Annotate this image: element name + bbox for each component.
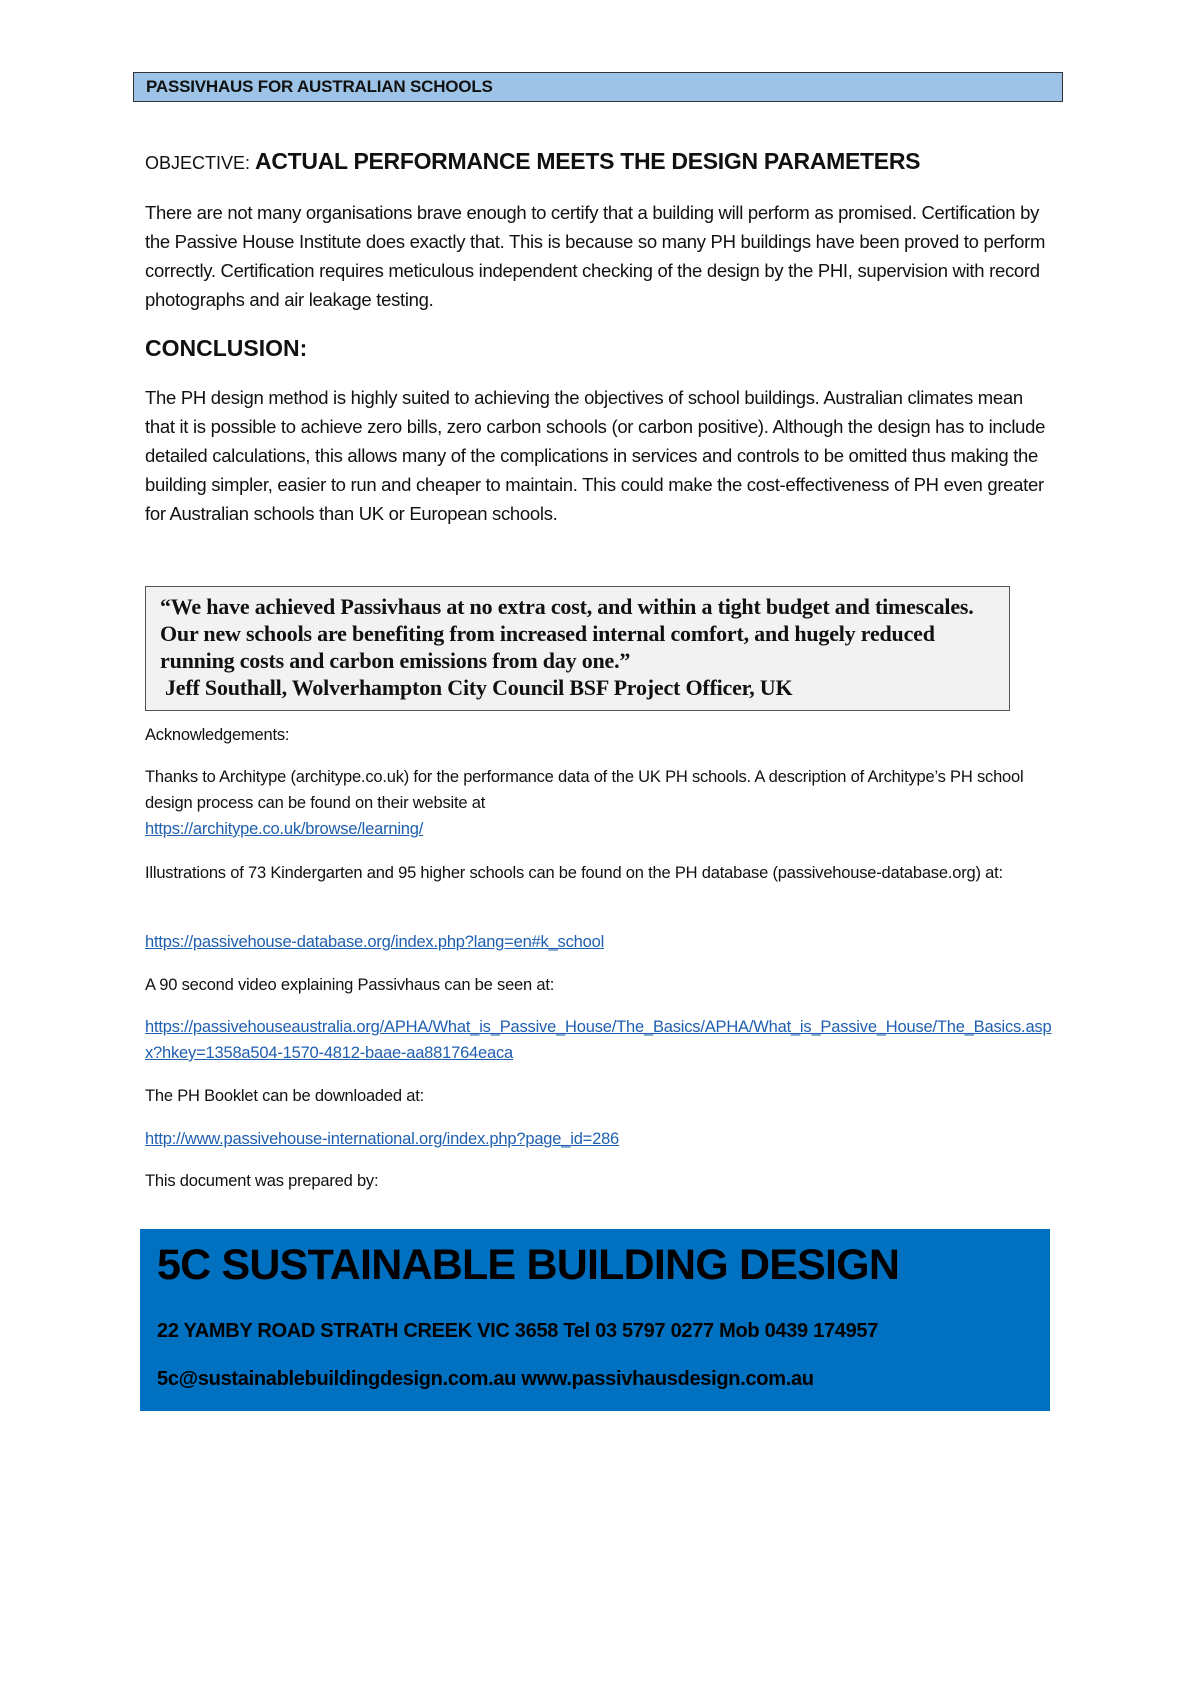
objective-label: OBJECTIVE: <box>145 153 256 173</box>
conclusion-body: The PH design method is highly suited to achieving the objectives of school buildings. Australian climates mean that it is possible to achieve zero bills, zero carbon schools (or carbon positive). Although the design has to include detailed calculations, this allows many of the complications in services and controls to be omitted thus making the building simpler, easier to run and cheaper to maintain. This could make the cost-effectiveness of PH even greater for Australian schools than UK or European schools. <box>145 387 1046 524</box>
database-link[interactable]: https://passivehouse-database.org/index.php?lang=en#k_school <box>145 933 605 951</box>
company-contact: 5c@sustainablebuildingdesign.com.au www.passivhausdesign.com.au <box>157 1368 814 1390</box>
document-header <box>133 72 1063 102</box>
quote-attribution: Jeff Southall, Wolverhampton City Council BSF Project Officer, UK <box>165 675 793 700</box>
objective-body: There are not many organisations brave enough to certify that a building will perform as promised. Certification by the Passive House Institute does exactly that. This is because so many PH buildings have been proved to perform correctly. Certification requires meticulous independent checking of the design by the PHI, supervision with record photographs and air leakage testing. <box>145 202 1046 310</box>
acknowledgements-thanks <box>145 764 1065 842</box>
header-title: PASSIVHAUS FOR AUSTRALIAN SCHOOLS <box>146 77 493 96</box>
database-link-row <box>145 929 1065 955</box>
company-address: 22 YAMBY ROAD STRATH CREEK VIC 3658 Tel 03 5797 0277 Mob 0439 174957 <box>157 1320 879 1342</box>
company-footer <box>140 1229 1050 1411</box>
quote-text: “We have achieved Passivhaus at no extra cost, and within a tight budget and timescales. Our new schools are benefiting from increased internal comfort, and hugely reduced running costs and carbon emissions from day one.” <box>160 594 974 673</box>
video-link-row <box>145 1014 1065 1066</box>
booklet-link[interactable]: http://www.passivehouse-international.org/index.php?page_id=286 <box>145 1130 620 1148</box>
booklet-text: The PH Booklet can be downloaded at: <box>145 1087 424 1105</box>
video-link[interactable]: https://passivehouseaustralia.org/APHA/What_is_Passive_House/The_Basics/APHA/What_is_Passive_House/The_Basics.aspx?hkey=1358a504-1570-4812-baae-aa881764eaca <box>145 1018 1052 1062</box>
company-name: 5C SUSTAINABLE BUILDING DESIGN <box>157 1241 900 1289</box>
booklet-link-row <box>145 1126 1065 1152</box>
thanks-text: Thanks to Architype (architype.co.uk) for the performance data of the UK PH schools. A description of Architype’s PH school design process can be found on their website at <box>145 768 1024 812</box>
quote-box <box>145 586 1010 711</box>
conclusion-heading: CONCLUSION: <box>145 335 308 361</box>
acknowledgements-heading: Acknowledgements: <box>145 726 290 744</box>
video-text: A 90 second video explaining Passivhaus can be seen at: <box>145 976 555 994</box>
prepared-by-text: This document was prepared by: <box>145 1172 379 1190</box>
objective-title: ACTUAL PERFORMANCE MEETS THE DESIGN PARAMETERS <box>255 148 921 174</box>
architype-link[interactable]: https://architype.co.uk/browse/learning/ <box>145 820 424 838</box>
illustrations-text: Illustrations of 73 Kindergarten and 95 higher schools can be found on the PH database (passivehouse-database.org) at: <box>145 864 1003 882</box>
objective-heading <box>145 148 920 175</box>
